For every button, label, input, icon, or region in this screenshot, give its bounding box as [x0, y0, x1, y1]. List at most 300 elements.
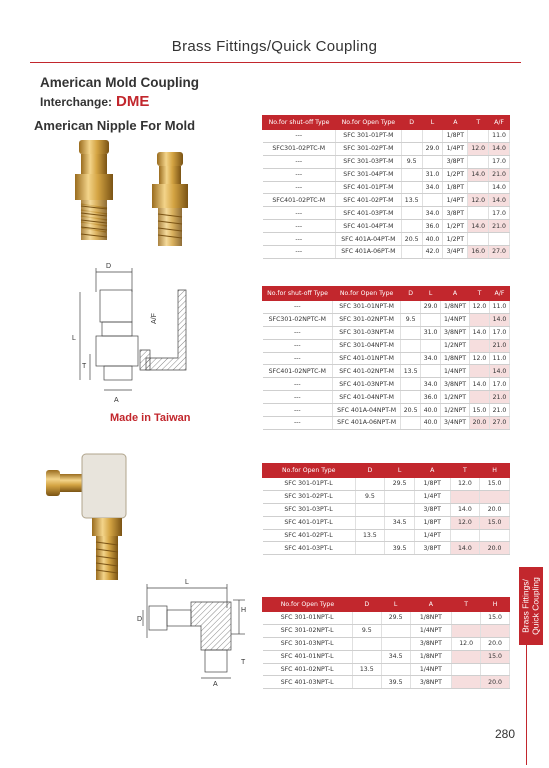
table-cell: SFC301-02PTC-M — [263, 142, 336, 155]
table-cell — [401, 142, 422, 155]
table-cell — [401, 378, 421, 391]
column-header: A — [414, 464, 450, 478]
table-cell — [355, 478, 385, 491]
table-cell: 1/4NPT — [410, 624, 452, 637]
table-cell: 13.5 — [401, 365, 421, 378]
table-cell: SFC401-02PTC-M — [263, 194, 336, 207]
table-cell: 11.0 — [489, 301, 509, 314]
table-cell: SFC 401-04NPT-M — [333, 391, 401, 404]
table-cell — [489, 233, 510, 246]
dim-label-h: H — [241, 607, 247, 614]
dim-label-a: A — [114, 397, 119, 404]
table-cell: SFC 401-02PT-L — [263, 529, 356, 542]
side-tab-line2: Quick Coupling — [530, 577, 540, 635]
table-row — [263, 378, 510, 391]
table-cell: 34.0 — [422, 207, 443, 220]
dim-label-t2: T — [241, 659, 246, 666]
column-header: L — [421, 287, 441, 301]
table-cell: 17.0 — [489, 378, 509, 391]
table-cell: SFC 401-01NPT-L — [263, 650, 353, 663]
column-header: T — [468, 116, 489, 130]
table-cell: 20.0 — [469, 417, 489, 430]
column-header: A — [410, 598, 452, 612]
table-cell: 1/4NPT — [441, 313, 470, 326]
table-cell — [452, 650, 481, 663]
column-header: L — [422, 116, 443, 130]
table-cell — [401, 352, 421, 365]
table-cell: 1/2NPT — [441, 339, 470, 352]
table-cell: 14.0 — [489, 313, 509, 326]
table-row — [263, 313, 510, 326]
table-row — [263, 478, 510, 491]
table-cell: 1/8PT — [443, 181, 468, 194]
table-cell — [480, 529, 510, 542]
table-header-row — [263, 464, 510, 478]
table-cell: SFC 401A-04NPT-M — [333, 404, 401, 417]
column-header: D — [352, 598, 381, 612]
table-cell: 1/2PT — [443, 220, 468, 233]
table-cell: 1/4NPT — [410, 663, 452, 676]
table-cell — [450, 529, 480, 542]
table-cell — [468, 181, 489, 194]
spec-table-npt-elbow — [262, 597, 510, 689]
table-cell — [481, 624, 510, 637]
table-cell — [421, 339, 441, 352]
table-cell: 3/8PT — [414, 503, 450, 516]
table-row — [263, 181, 510, 194]
straight-nipple-drawing — [60, 262, 205, 412]
table-cell — [401, 246, 422, 259]
table-cell: 17.0 — [489, 155, 510, 168]
column-header: T — [452, 598, 481, 612]
table-cell: 1/8NPT — [441, 352, 470, 365]
table-row — [263, 365, 510, 378]
table-cell: 12.0 — [468, 142, 489, 155]
table-cell: 3/8NPT — [441, 378, 470, 391]
table-cell: 14.0 — [468, 168, 489, 181]
table-cell: 14.0 — [489, 194, 510, 207]
table-row — [263, 417, 510, 430]
table-cell: 13.5 — [355, 529, 385, 542]
table-cell: --- — [263, 246, 336, 259]
table-cell: 1/4PT — [414, 529, 450, 542]
table-cell: 17.0 — [489, 207, 510, 220]
table-cell: SFC 301-01PT-M — [335, 130, 401, 143]
column-header: No.for Open Type — [263, 598, 353, 612]
table-header-row — [263, 598, 510, 612]
table-cell — [401, 168, 422, 181]
table-cell — [468, 207, 489, 220]
column-header: T — [450, 464, 480, 478]
table-cell: 16.0 — [468, 246, 489, 259]
table-cell: 12.0 — [450, 516, 480, 529]
table-header-row — [263, 116, 510, 130]
table-cell: --- — [263, 417, 333, 430]
table-cell: 1/2NPT — [441, 391, 470, 404]
table-cell: SFC 401-01PT-M — [335, 181, 401, 194]
table-cell — [452, 612, 481, 625]
table-cell: --- — [263, 168, 336, 181]
table-row — [263, 220, 510, 233]
table-cell — [452, 624, 481, 637]
spec-table-pt-straight — [262, 115, 510, 259]
table-row — [263, 503, 510, 516]
table-cell — [468, 155, 489, 168]
table-cell: 3/8NPT — [410, 637, 452, 650]
table-row — [263, 168, 510, 181]
spec-table-pt-elbow — [262, 463, 510, 555]
table-cell: SFC 301-02NPT-M — [333, 313, 401, 326]
table-cell: --- — [263, 404, 333, 417]
table-cell: 3/8PT — [414, 542, 450, 555]
table-cell — [452, 676, 481, 689]
table-cell: 1/2PT — [443, 233, 468, 246]
table-row — [263, 207, 510, 220]
column-header: A/F — [489, 116, 510, 130]
page-number: 280 — [495, 727, 516, 741]
table-cell — [355, 503, 385, 516]
dim-label-l2: L — [185, 579, 189, 586]
table-cell: 3/4NPT — [441, 417, 470, 430]
table-cell: 1/8PT — [414, 516, 450, 529]
table-cell: 15.0 — [481, 612, 510, 625]
table-cell: 3/8NPT — [410, 676, 452, 689]
table-cell: SFC 301-02PT-M — [335, 142, 401, 155]
table-cell — [401, 130, 422, 143]
table-cell: SFC 301-02PT-L — [263, 490, 356, 503]
table-cell: 31.0 — [422, 168, 443, 181]
table-cell: 40.0 — [421, 417, 441, 430]
table-cell: SFC 301-03PT-M — [335, 155, 401, 168]
table-cell: 21.0 — [489, 404, 509, 417]
table-cell — [385, 490, 415, 503]
dim-label-d: D — [106, 263, 112, 270]
table-cell: --- — [263, 378, 333, 391]
table-cell: 15.0 — [480, 478, 510, 491]
table-cell: 1/8NPT — [410, 650, 452, 663]
table-cell: 14.0 — [489, 142, 510, 155]
table-cell: 20.0 — [481, 637, 510, 650]
table-cell — [468, 130, 489, 143]
table-cell: 14.0 — [489, 365, 509, 378]
table-cell: 9.5 — [401, 155, 422, 168]
table-cell: 15.0 — [481, 650, 510, 663]
table-cell: SFC 401A-06PT-M — [335, 246, 401, 259]
table-cell: SFC 401-01PT-L — [263, 516, 356, 529]
table-cell: SFC 301-04PT-M — [335, 168, 401, 181]
table-cell: 12.0 — [469, 352, 489, 365]
table-cell — [480, 490, 510, 503]
table-cell: SFC 301-03NPT-M — [333, 326, 401, 339]
table-cell: 15.0 — [480, 516, 510, 529]
table-cell: SFC 401A-04PT-M — [335, 233, 401, 246]
table-row — [263, 650, 510, 663]
table-row — [263, 404, 510, 417]
table-cell — [401, 220, 422, 233]
table-cell — [401, 181, 422, 194]
table-cell: SFC 301-01PT-L — [263, 478, 356, 491]
table-cell: 31.0 — [421, 326, 441, 339]
column-header: L — [385, 464, 415, 478]
table-cell: 27.0 — [489, 246, 510, 259]
table-cell: 21.0 — [489, 339, 509, 352]
table-cell — [352, 676, 381, 689]
table-cell: 14.0 — [450, 542, 480, 555]
side-tab-line1: Brass Fittings/ — [520, 579, 531, 633]
table-cell: 20.0 — [480, 542, 510, 555]
table-cell: --- — [263, 155, 336, 168]
table-cell: SFC 401A-06NPT-M — [333, 417, 401, 430]
table-cell — [469, 391, 489, 404]
heading-nipple-for-mold: American Nipple For Mold — [34, 118, 196, 133]
table-cell — [450, 490, 480, 503]
table-cell — [469, 313, 489, 326]
table-row — [263, 142, 510, 155]
table-cell: --- — [263, 207, 336, 220]
table-cell: --- — [263, 339, 333, 352]
table-header-row — [263, 287, 510, 301]
column-header: No.for Open Type — [333, 287, 401, 301]
column-header: A — [441, 287, 470, 301]
column-header: H — [480, 464, 510, 478]
interchange-line — [40, 93, 149, 110]
column-header: L — [381, 598, 410, 612]
table-cell: 36.0 — [421, 391, 441, 404]
table-cell: 1/4NPT — [441, 365, 470, 378]
elbow-nipple-drawing — [135, 578, 265, 688]
table-cell: --- — [263, 391, 333, 404]
column-header: No.for shut-off Type — [263, 116, 336, 130]
table-cell: 1/8NPT — [410, 612, 452, 625]
table-cell: 34.0 — [421, 378, 441, 391]
table-row — [263, 233, 510, 246]
table-cell: 3/8NPT — [441, 326, 470, 339]
table-cell: 20.0 — [480, 503, 510, 516]
table-cell: SFC 301-01NPT-L — [263, 612, 353, 625]
table-row — [263, 391, 510, 404]
table-cell: SFC 401-01NPT-M — [333, 352, 401, 365]
table-cell: SFC 401-03NPT-M — [333, 378, 401, 391]
table-cell: SFC 401-03PT-M — [335, 207, 401, 220]
table-cell: 12.0 — [452, 637, 481, 650]
table-cell: SFC 401-02NPT-M — [333, 365, 401, 378]
dim-label-l: L — [72, 335, 76, 342]
table-cell: SFC 401-04PT-M — [335, 220, 401, 233]
dim-label-af: A/F — [151, 313, 158, 324]
table-cell: SFC 301-03PT-L — [263, 503, 356, 516]
table-cell: SFC301-02NPTC-M — [263, 313, 333, 326]
table-cell: 29.0 — [421, 301, 441, 314]
table-cell: 11.0 — [489, 130, 510, 143]
dim-label-d2: D — [137, 616, 143, 623]
table-cell: 12.0 — [468, 194, 489, 207]
table-cell — [422, 155, 443, 168]
table-cell — [422, 130, 443, 143]
table-row — [263, 516, 510, 529]
table-cell — [421, 313, 441, 326]
table-cell — [481, 663, 510, 676]
table-cell: --- — [263, 181, 336, 194]
table-row — [263, 542, 510, 555]
table-cell: 1/8NPT — [441, 301, 470, 314]
table-cell: 29.5 — [385, 478, 415, 491]
table-row — [263, 637, 510, 650]
table-cell — [469, 339, 489, 352]
table-cell: 27.0 — [489, 417, 509, 430]
table-cell: 39.5 — [385, 542, 415, 555]
table-cell — [385, 529, 415, 542]
column-header: No.for Open Type — [263, 464, 356, 478]
table-cell: 20.5 — [401, 233, 422, 246]
dim-label-a2: A — [213, 681, 218, 688]
table-cell: SFC 401-03NPT-L — [263, 676, 353, 689]
table-cell: 17.0 — [489, 326, 509, 339]
table-row — [263, 352, 510, 365]
table-cell: 1/2NPT — [441, 404, 470, 417]
table-cell: 1/8PT — [414, 478, 450, 491]
column-header: D — [401, 287, 421, 301]
table-cell: 36.0 — [422, 220, 443, 233]
table-cell: 3/8PT — [443, 207, 468, 220]
table-cell: --- — [263, 220, 336, 233]
table-row — [263, 490, 510, 503]
table-cell — [401, 207, 422, 220]
table-cell: 20.5 — [401, 404, 421, 417]
table-cell: SFC 301-02NPT-L — [263, 624, 353, 637]
title-divider — [30, 62, 521, 63]
table-cell: --- — [263, 326, 333, 339]
table-row — [263, 529, 510, 542]
table-cell: --- — [263, 130, 336, 143]
table-cell — [381, 624, 410, 637]
table-cell: 9.5 — [401, 313, 421, 326]
column-header: No.for shut-off Type — [263, 287, 333, 301]
table-cell: 14.0 — [468, 220, 489, 233]
table-cell: 20.0 — [481, 676, 510, 689]
column-header: A — [443, 116, 468, 130]
table-cell: SFC 301-03NPT-L — [263, 637, 353, 650]
table-row — [263, 130, 510, 143]
table-cell — [381, 663, 410, 676]
table-cell — [355, 542, 385, 555]
table-cell — [401, 391, 421, 404]
table-cell — [469, 365, 489, 378]
table-cell: 14.0 — [469, 326, 489, 339]
interchange-label: Interchange: — [40, 95, 113, 109]
table-row — [263, 155, 510, 168]
spec-table-npt-straight — [262, 286, 510, 430]
column-header: H — [481, 598, 510, 612]
table-row — [263, 326, 510, 339]
column-header: No.for Open Type — [335, 116, 401, 130]
table-cell: SFC 301-01NPT-M — [333, 301, 401, 314]
table-cell: 14.0 — [469, 378, 489, 391]
table-row — [263, 301, 510, 314]
heading-mold-coupling: American Mold Coupling — [40, 75, 200, 90]
table-cell — [401, 326, 421, 339]
table-cell: 1/4PT — [414, 490, 450, 503]
table-cell: --- — [263, 301, 333, 314]
table-cell — [352, 637, 381, 650]
table-cell: --- — [263, 352, 333, 365]
table-cell: 3/8PT — [443, 155, 468, 168]
table-cell: 34.0 — [421, 352, 441, 365]
dim-label-t: T — [82, 363, 87, 370]
column-header: A/F — [489, 287, 509, 301]
table-cell: 40.0 — [421, 404, 441, 417]
table-cell: 34.0 — [422, 181, 443, 194]
table-cell: 1/4PT — [443, 142, 468, 155]
table-cell — [385, 503, 415, 516]
interchange-brand: DME — [116, 93, 150, 110]
made-in-label: Made in Taiwan — [110, 412, 191, 424]
table-cell: SFC 401-02NPT-L — [263, 663, 353, 676]
table-cell: 13.5 — [401, 194, 422, 207]
table-cell: 40.0 — [422, 233, 443, 246]
table-cell: 34.5 — [381, 650, 410, 663]
table-row — [263, 246, 510, 259]
table-cell — [468, 233, 489, 246]
elbow-nipple-photo — [40, 448, 150, 588]
table-cell: 14.0 — [489, 181, 510, 194]
table-cell — [401, 301, 421, 314]
section-side-tab — [519, 567, 543, 645]
column-header: D — [401, 116, 422, 130]
table-cell: SFC 401-03PT-L — [263, 542, 356, 555]
table-cell: 29.0 — [422, 142, 443, 155]
table-cell: 21.0 — [489, 168, 510, 181]
straight-nipple-photo — [65, 138, 215, 258]
table-row — [263, 676, 510, 689]
table-row — [263, 663, 510, 676]
table-cell — [422, 194, 443, 207]
table-cell: --- — [263, 233, 336, 246]
table-cell: 29.5 — [381, 612, 410, 625]
table-cell: 13.5 — [352, 663, 381, 676]
table-cell — [401, 339, 421, 352]
table-cell: 15.0 — [469, 404, 489, 417]
table-cell: 42.0 — [422, 246, 443, 259]
table-cell — [352, 650, 381, 663]
table-cell: 34.5 — [385, 516, 415, 529]
table-cell: 9.5 — [352, 624, 381, 637]
table-cell: 3/4PT — [443, 246, 468, 259]
table-cell — [452, 663, 481, 676]
table-cell: SFC 301-04NPT-M — [333, 339, 401, 352]
table-cell: SFC401-02NPTC-M — [263, 365, 333, 378]
table-cell — [401, 417, 421, 430]
table-cell — [421, 365, 441, 378]
table-cell — [355, 516, 385, 529]
table-row — [263, 194, 510, 207]
table-cell: 11.0 — [489, 352, 509, 365]
table-cell: 12.0 — [469, 301, 489, 314]
column-header: T — [469, 287, 489, 301]
table-cell: SFC 401-02PT-M — [335, 194, 401, 207]
table-cell: 39.5 — [381, 676, 410, 689]
table-cell: 21.0 — [489, 391, 509, 404]
table-cell: 21.0 — [489, 220, 510, 233]
table-row — [263, 624, 510, 637]
page-title: Brass Fittings/Quick Coupling — [171, 38, 378, 55]
table-row — [263, 612, 510, 625]
table-cell — [352, 612, 381, 625]
table-cell: 12.0 — [450, 478, 480, 491]
table-cell: 14.0 — [450, 503, 480, 516]
table-cell: 9.5 — [355, 490, 385, 503]
table-cell — [381, 637, 410, 650]
table-cell: 1/4PT — [443, 194, 468, 207]
